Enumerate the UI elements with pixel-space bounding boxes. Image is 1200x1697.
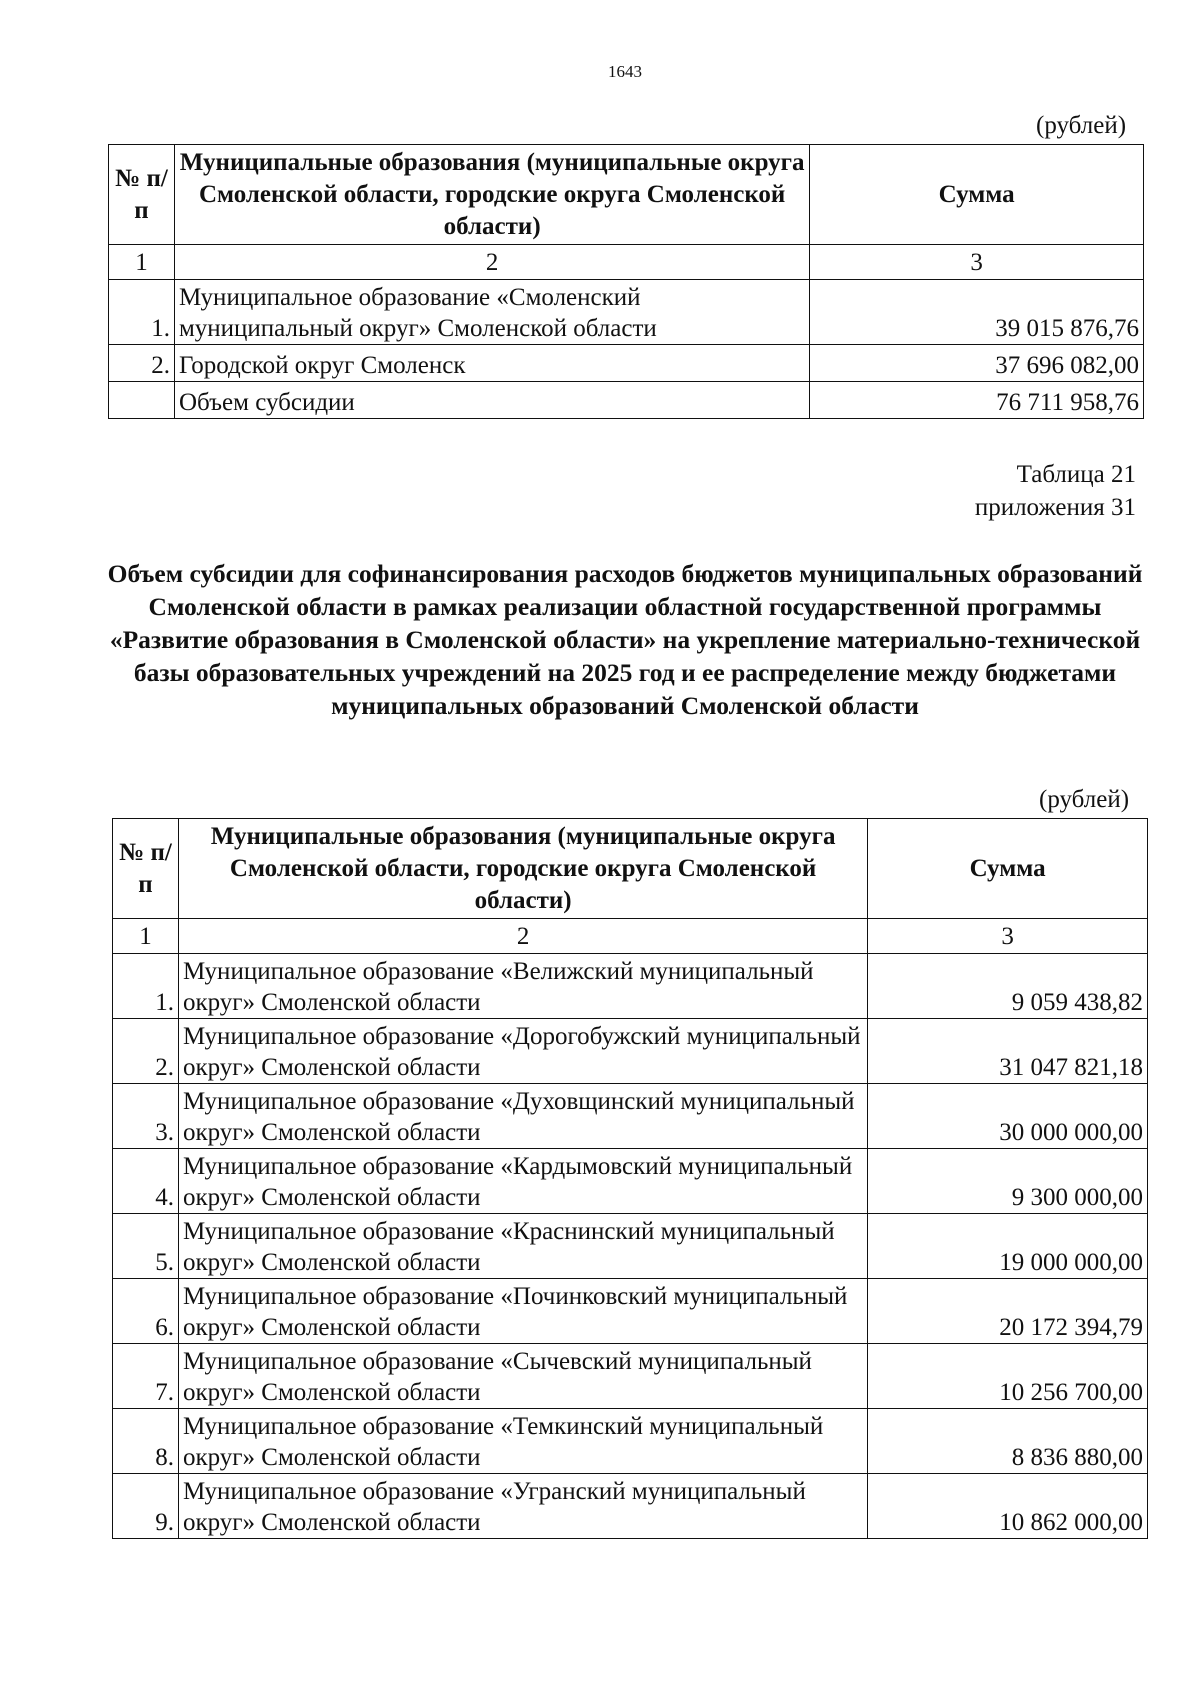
- table1-header-num: № п/п: [109, 145, 175, 245]
- total-number: [109, 382, 175, 419]
- total-name: Объем субсидии: [174, 382, 809, 419]
- page-number: 1643: [608, 62, 642, 81]
- row-number: 2.: [113, 1019, 179, 1084]
- document-title: Объем субсидии для софинансирования расходов бюджетов муниципальных образований Смоленской области в рамках реализации областной государственной программы «Развитие образования в Смоленской области» на укрепление материально-технической базы образовательных учреждений на 2025 год и ее распределение между бюджетами муниципальных образований Смоленской области: [107, 559, 1143, 720]
- table1-colnum-1: 1: [109, 245, 175, 280]
- row-number: 1.: [109, 280, 175, 345]
- row-number: 9.: [113, 1474, 179, 1539]
- row-name: Муниципальное образование «Велижский муниципальный округ» Смоленской области: [178, 954, 867, 1019]
- table2-colnum-1: 1: [113, 919, 179, 954]
- row-number: 8.: [113, 1409, 179, 1474]
- row-name: Муниципальное образование «Смоленский муниципальный округ» Смоленской области: [174, 280, 809, 345]
- table1-unit-label: (рублей): [1036, 112, 1127, 139]
- table-row: [113, 954, 1148, 1019]
- row-sum: 10 862 000,00: [868, 1474, 1148, 1539]
- table-row: [109, 280, 1144, 345]
- row-name: Муниципальное образование «Кардымовский муниципальный округ» Смоленской области: [178, 1149, 867, 1214]
- table1-colnum-3: 3: [810, 245, 1144, 280]
- row-name: Муниципальное образование «Дорогобужский муниципальный округ» Смоленской области: [178, 1019, 867, 1084]
- table2-colnum-3: 3: [868, 919, 1148, 954]
- table-row: [113, 1409, 1148, 1474]
- table2-column-numbers-row: [113, 919, 1148, 954]
- row-name: Муниципальное образование «Починковский муниципальный округ» Смоленской области: [178, 1279, 867, 1344]
- table1-header-sum: Сумма: [810, 145, 1144, 245]
- row-sum: 37 696 082,00: [810, 345, 1144, 382]
- row-sum: 9 059 438,82: [868, 954, 1148, 1019]
- table-row: [113, 1019, 1148, 1084]
- table-row: [113, 1279, 1148, 1344]
- row-number: 3.: [113, 1084, 179, 1149]
- row-sum: 31 047 821,18: [868, 1019, 1148, 1084]
- row-sum: 9 300 000,00: [868, 1149, 1148, 1214]
- table2-header-row: [113, 819, 1148, 919]
- table2-unit-label: (рублей): [1039, 786, 1130, 813]
- table1-header-row: [109, 145, 1144, 245]
- row-name: Муниципальное образование «Темкинский муниципальный округ» Смоленской области: [178, 1409, 867, 1474]
- table-caption-number: Таблица 21: [1016, 461, 1136, 488]
- row-number: 5.: [113, 1214, 179, 1279]
- row-sum: 20 172 394,79: [868, 1279, 1148, 1344]
- row-sum: 19 000 000,00: [868, 1214, 1148, 1279]
- table1-total-row: [109, 382, 1144, 419]
- table-row: [113, 1084, 1148, 1149]
- table2-colnum-2: 2: [178, 919, 867, 954]
- table-row: [113, 1214, 1148, 1279]
- row-name: Муниципальное образование «Сычевский муниципальный округ» Смоленской области: [178, 1344, 867, 1409]
- row-name: Городской округ Смоленск: [174, 345, 809, 382]
- table1-column-numbers-row: [109, 245, 1144, 280]
- table2-header-sum: Сумма: [868, 819, 1148, 919]
- table1-colnum-2: 2: [174, 245, 809, 280]
- row-sum: 30 000 000,00: [868, 1084, 1148, 1149]
- table2: [112, 818, 1148, 1539]
- table-row: [109, 345, 1144, 382]
- row-name: Муниципальное образование «Духовщинский муниципальный округ» Смоленской области: [178, 1084, 867, 1149]
- row-sum: 10 256 700,00: [868, 1344, 1148, 1409]
- row-name: Муниципальное образование «Угранский муниципальный округ» Смоленской области: [178, 1474, 867, 1539]
- table-caption-appendix: приложения 31: [974, 494, 1136, 521]
- table-row: [113, 1149, 1148, 1214]
- row-name: Муниципальное образование «Краснинский муниципальный округ» Смоленской области: [178, 1214, 867, 1279]
- table2-header-name: Муниципальные образования (муниципальные округа Смоленской области, городские округа Смоленской области): [178, 819, 867, 919]
- table2-header-num: № п/п: [113, 819, 179, 919]
- table-row: [113, 1474, 1148, 1539]
- row-number: 1.: [113, 954, 179, 1019]
- row-number: 7.: [113, 1344, 179, 1409]
- table1: [108, 144, 1144, 419]
- row-sum: 39 015 876,76: [810, 280, 1144, 345]
- row-sum: 8 836 880,00: [868, 1409, 1148, 1474]
- row-number: 2.: [109, 345, 175, 382]
- row-number: 4.: [113, 1149, 179, 1214]
- total-sum: 76 711 958,76: [810, 382, 1144, 419]
- table1-header-name: Муниципальные образования (муниципальные округа Смоленской области, городские округа Смоленской области): [174, 145, 809, 245]
- row-number: 6.: [113, 1279, 179, 1344]
- table-row: [113, 1344, 1148, 1409]
